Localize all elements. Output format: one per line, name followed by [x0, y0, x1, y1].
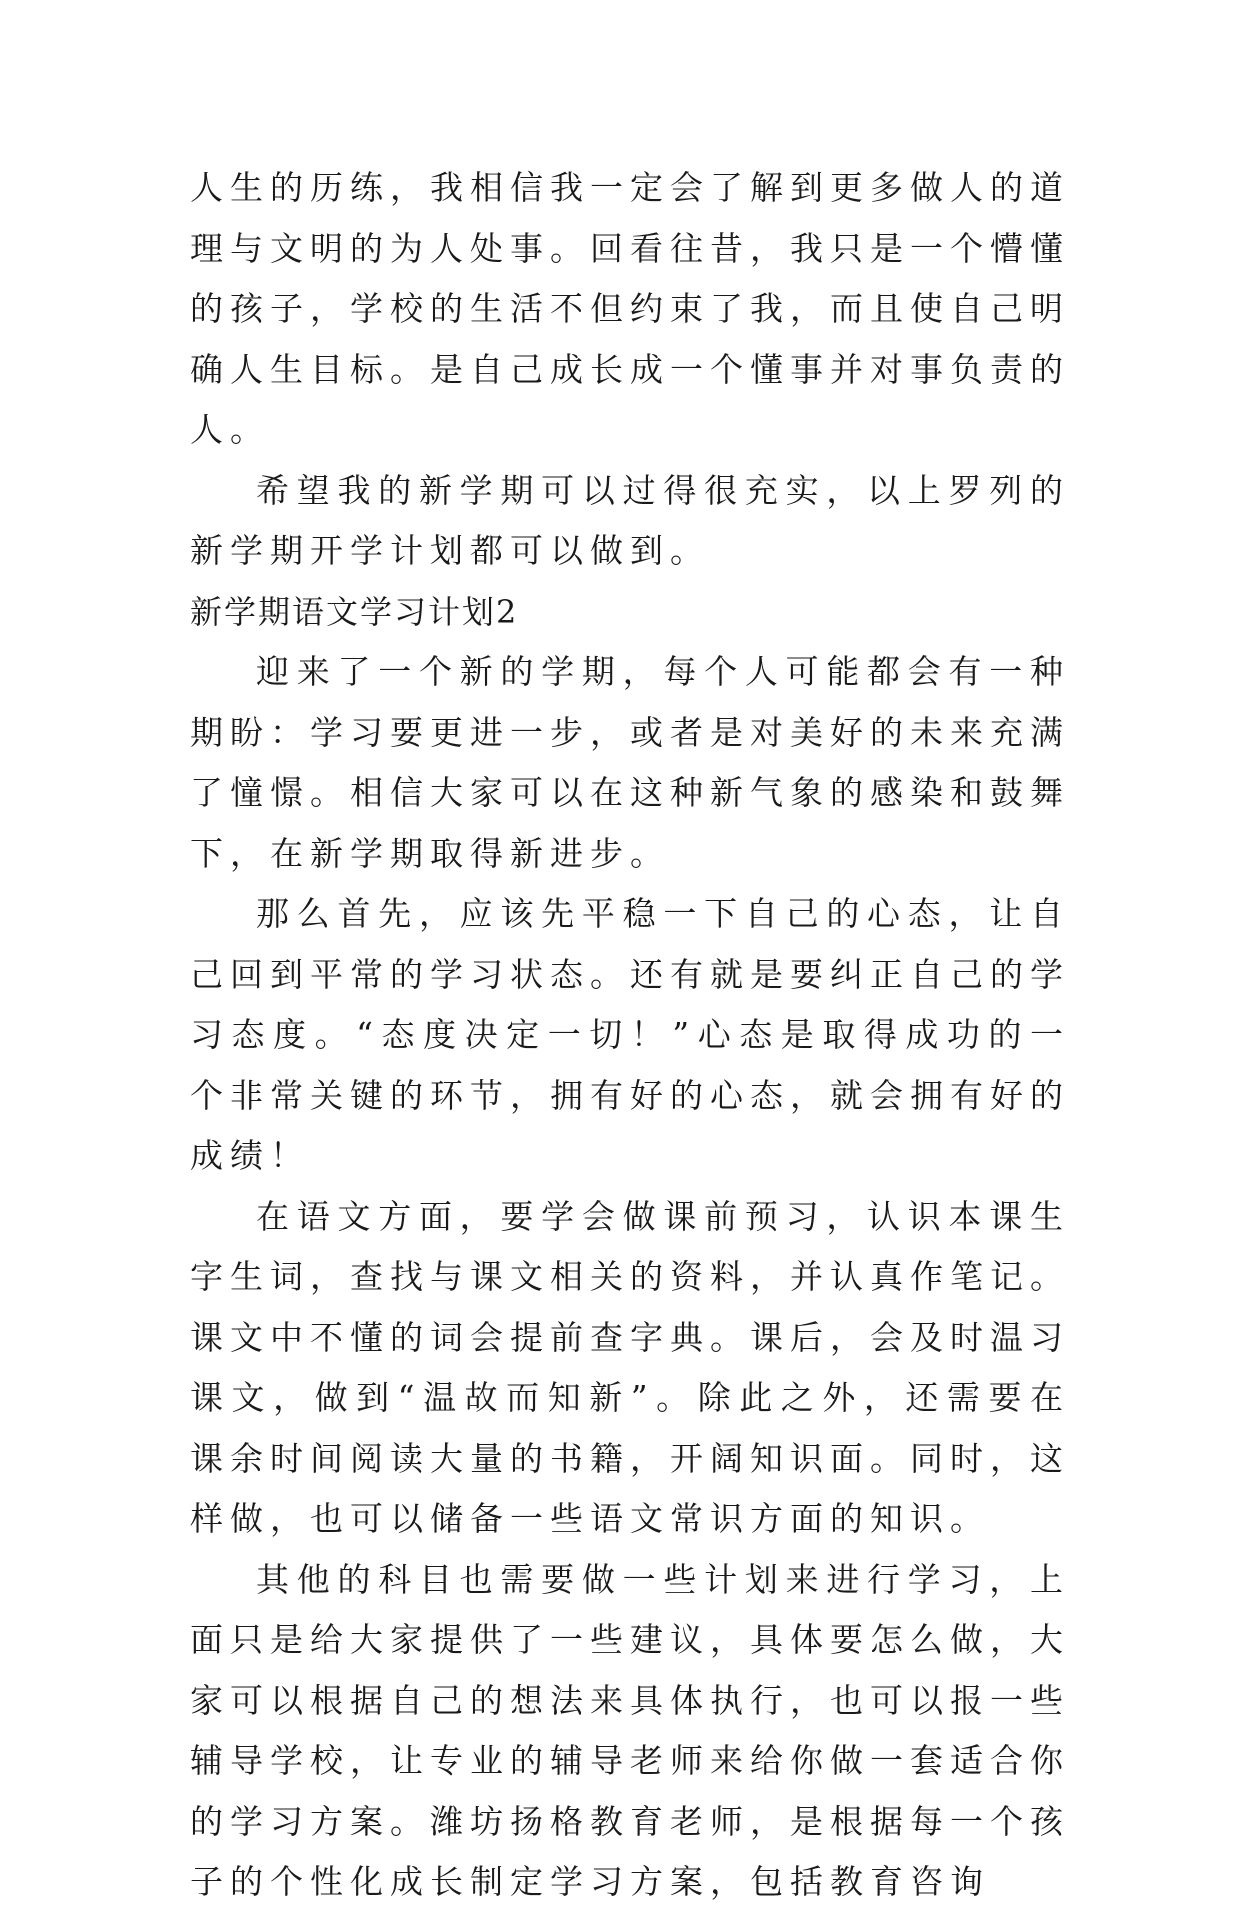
- paragraph-3: 迎来了一个新的学期，每个人可能都会有一种期盼：学习要更进一步，或者是对美好的未来充满了憧憬。相信大家可以在这种新气象的感染和鼓舞下，在新学期取得新进步。: [190, 652, 1070, 873]
- paragraph-1: 人生的历练，我相信我一定会了解到更多做人的道理与文明的为人处事。回看往昔，我只是一个懵懂的孩子，学校的生活不但约束了我，而且使自己明确人生目标。是自己成长成一个懂事并对事负责的人。: [190, 168, 1070, 449]
- paragraph-4: 那么首先，应该先平稳一下自己的心态，让自己回到平常的学习状态。还有就是要纠正自己的学习态度。“态度决定一切！”心态是取得成功的一个非常关键的环节，拥有好的心态，就会拥有好的成绩！: [190, 894, 1070, 1175]
- paragraph-5: 在语文方面，要学会做课前预习，认识本课生字生词，查找与课文相关的资料，并认真作笔记。课文中不懂的词会提前查字典。课后，会及时温习课文，做到“温故而知新”。除此之外，还需要在课余时间阅读大量的书籍，开阔知识面。同时，这样做，也可以储备一些语文常识方面的知识。: [190, 1196, 1070, 1538]
- paragraph-6: 其他的科目也需要做一些计划来进行学习，上面只是给大家提供了一些建议，具体要怎么做，大家可以根据自己的想法来具体执行，也可以报一些辅导学校，让专业的辅导老师来给你做一套适合你的学习方案。潍坊扬格教育老师，是根据每一个孩子的个性化成长制定学习方案，包括教育咨询: [190, 1559, 1070, 1901]
- paragraph-2: 希望我的新学期可以过得很充实，以上罗列的新学期开学计划都可以做到。: [190, 470, 1070, 570]
- document-body: [190, 158, 1070, 1913]
- section-heading: 新学期语文学习计划2: [190, 592, 519, 631]
